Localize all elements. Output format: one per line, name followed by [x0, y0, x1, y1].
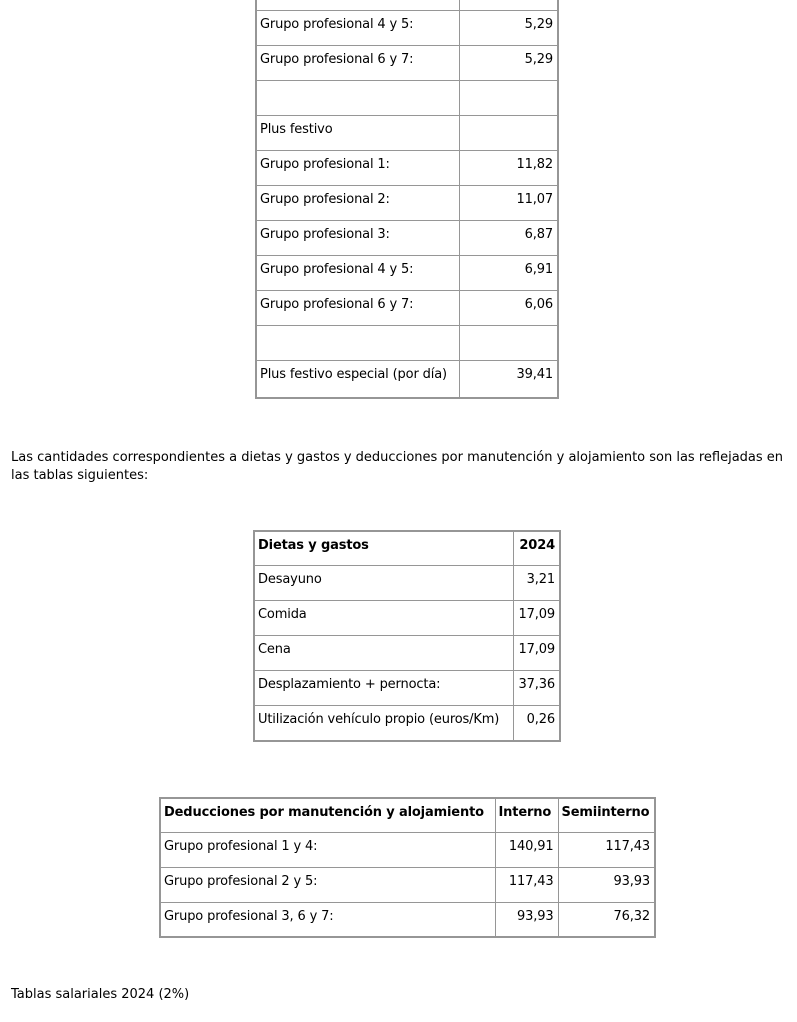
- value-cell: [459, 80, 558, 115]
- value-cell: 11,82: [459, 150, 558, 185]
- label-cell: Grupo profesional 4 y 5:: [256, 10, 459, 45]
- header-cell: Interno: [495, 798, 558, 832]
- interno-value-cell: 93,93: [495, 902, 558, 937]
- interno-value-cell: 117,43: [495, 867, 558, 902]
- table-row: [254, 670, 560, 705]
- semiinterno-value-cell: 76,32: [558, 902, 655, 937]
- table-header-row: [254, 531, 560, 565]
- table-row: [254, 705, 560, 741]
- label-cell: Grupo profesional 2 y 5:: [160, 867, 495, 902]
- value-cell: [459, 115, 558, 150]
- value-cell: 6,91: [459, 255, 558, 290]
- table-row: [254, 565, 560, 600]
- table-row: [256, 150, 558, 185]
- value-cell: [459, 325, 558, 360]
- table-row: [256, 45, 558, 80]
- header-cell: Deducciones por manutención y alojamiento: [160, 798, 495, 832]
- label-cell: Grupo profesional 3:: [256, 220, 459, 255]
- label-cell: Grupo profesional 1:: [256, 150, 459, 185]
- value-cell: [459, 0, 558, 10]
- label-cell: [256, 80, 459, 115]
- table-row: [256, 115, 558, 150]
- header-cell: Dietas y gastos: [254, 531, 513, 565]
- table-row: [256, 10, 558, 45]
- value-cell: 39,41: [459, 360, 558, 398]
- table-row: [256, 185, 558, 220]
- value-cell: 0,26: [513, 705, 560, 741]
- label-cell: Comida: [254, 600, 513, 635]
- label-cell: Utilización vehículo propio (euros/Km): [254, 705, 513, 741]
- label-cell: Grupo profesional 3, 6 y 7:: [160, 902, 495, 937]
- value-cell: 17,09: [513, 635, 560, 670]
- header-cell: Semiinterno: [558, 798, 655, 832]
- table-row: [254, 600, 560, 635]
- label-cell: Grupo profesional 6 y 7:: [256, 45, 459, 80]
- label-cell: Grupo profesional 4 y 5:: [256, 255, 459, 290]
- value-cell: 6,06: [459, 290, 558, 325]
- value-cell: 5,29: [459, 45, 558, 80]
- dietas-gastos-table: [253, 530, 561, 742]
- table-row: [256, 0, 558, 10]
- interno-value-cell: 140,91: [495, 832, 558, 867]
- semiinterno-value-cell: 93,93: [558, 867, 655, 902]
- table-row: [256, 220, 558, 255]
- intro-paragraph: Las cantidades correspondientes a dietas y gastos y deducciones por manutención y alojamiento son las reflejadas en las tablas siguientes:: [11, 450, 784, 483]
- table-row: [256, 255, 558, 290]
- label-cell: Desayuno: [254, 565, 513, 600]
- label-cell: Grupo profesional 1 y 4:: [160, 832, 495, 867]
- pluses-table: [255, 0, 559, 399]
- label-cell: Plus festivo especial (por día): [256, 360, 459, 398]
- table-row: [256, 360, 558, 398]
- value-cell: 17,09: [513, 600, 560, 635]
- table-row: [160, 832, 655, 867]
- header-cell: 2024: [513, 531, 560, 565]
- value-cell: 11,07: [459, 185, 558, 220]
- label-cell: [256, 325, 459, 360]
- value-cell: 5,29: [459, 10, 558, 45]
- table-row: [160, 902, 655, 937]
- label-cell: [256, 0, 459, 10]
- table-row: [256, 325, 558, 360]
- table-row: [256, 290, 558, 325]
- label-cell: Grupo profesional 2:: [256, 185, 459, 220]
- semiinterno-value-cell: 117,43: [558, 832, 655, 867]
- label-cell: Plus festivo: [256, 115, 459, 150]
- value-cell: 3,21: [513, 565, 560, 600]
- table-row: [256, 80, 558, 115]
- value-cell: 6,87: [459, 220, 558, 255]
- table-row: [160, 867, 655, 902]
- deducciones-table: [159, 797, 656, 938]
- footer-note: Tablas salariales 2024 (2%): [11, 987, 190, 1002]
- label-cell: Grupo profesional 6 y 7:: [256, 290, 459, 325]
- label-cell: Cena: [254, 635, 513, 670]
- table-header-row: [160, 798, 655, 832]
- table-row: [254, 635, 560, 670]
- label-cell: Desplazamiento + pernocta:: [254, 670, 513, 705]
- value-cell: 37,36: [513, 670, 560, 705]
